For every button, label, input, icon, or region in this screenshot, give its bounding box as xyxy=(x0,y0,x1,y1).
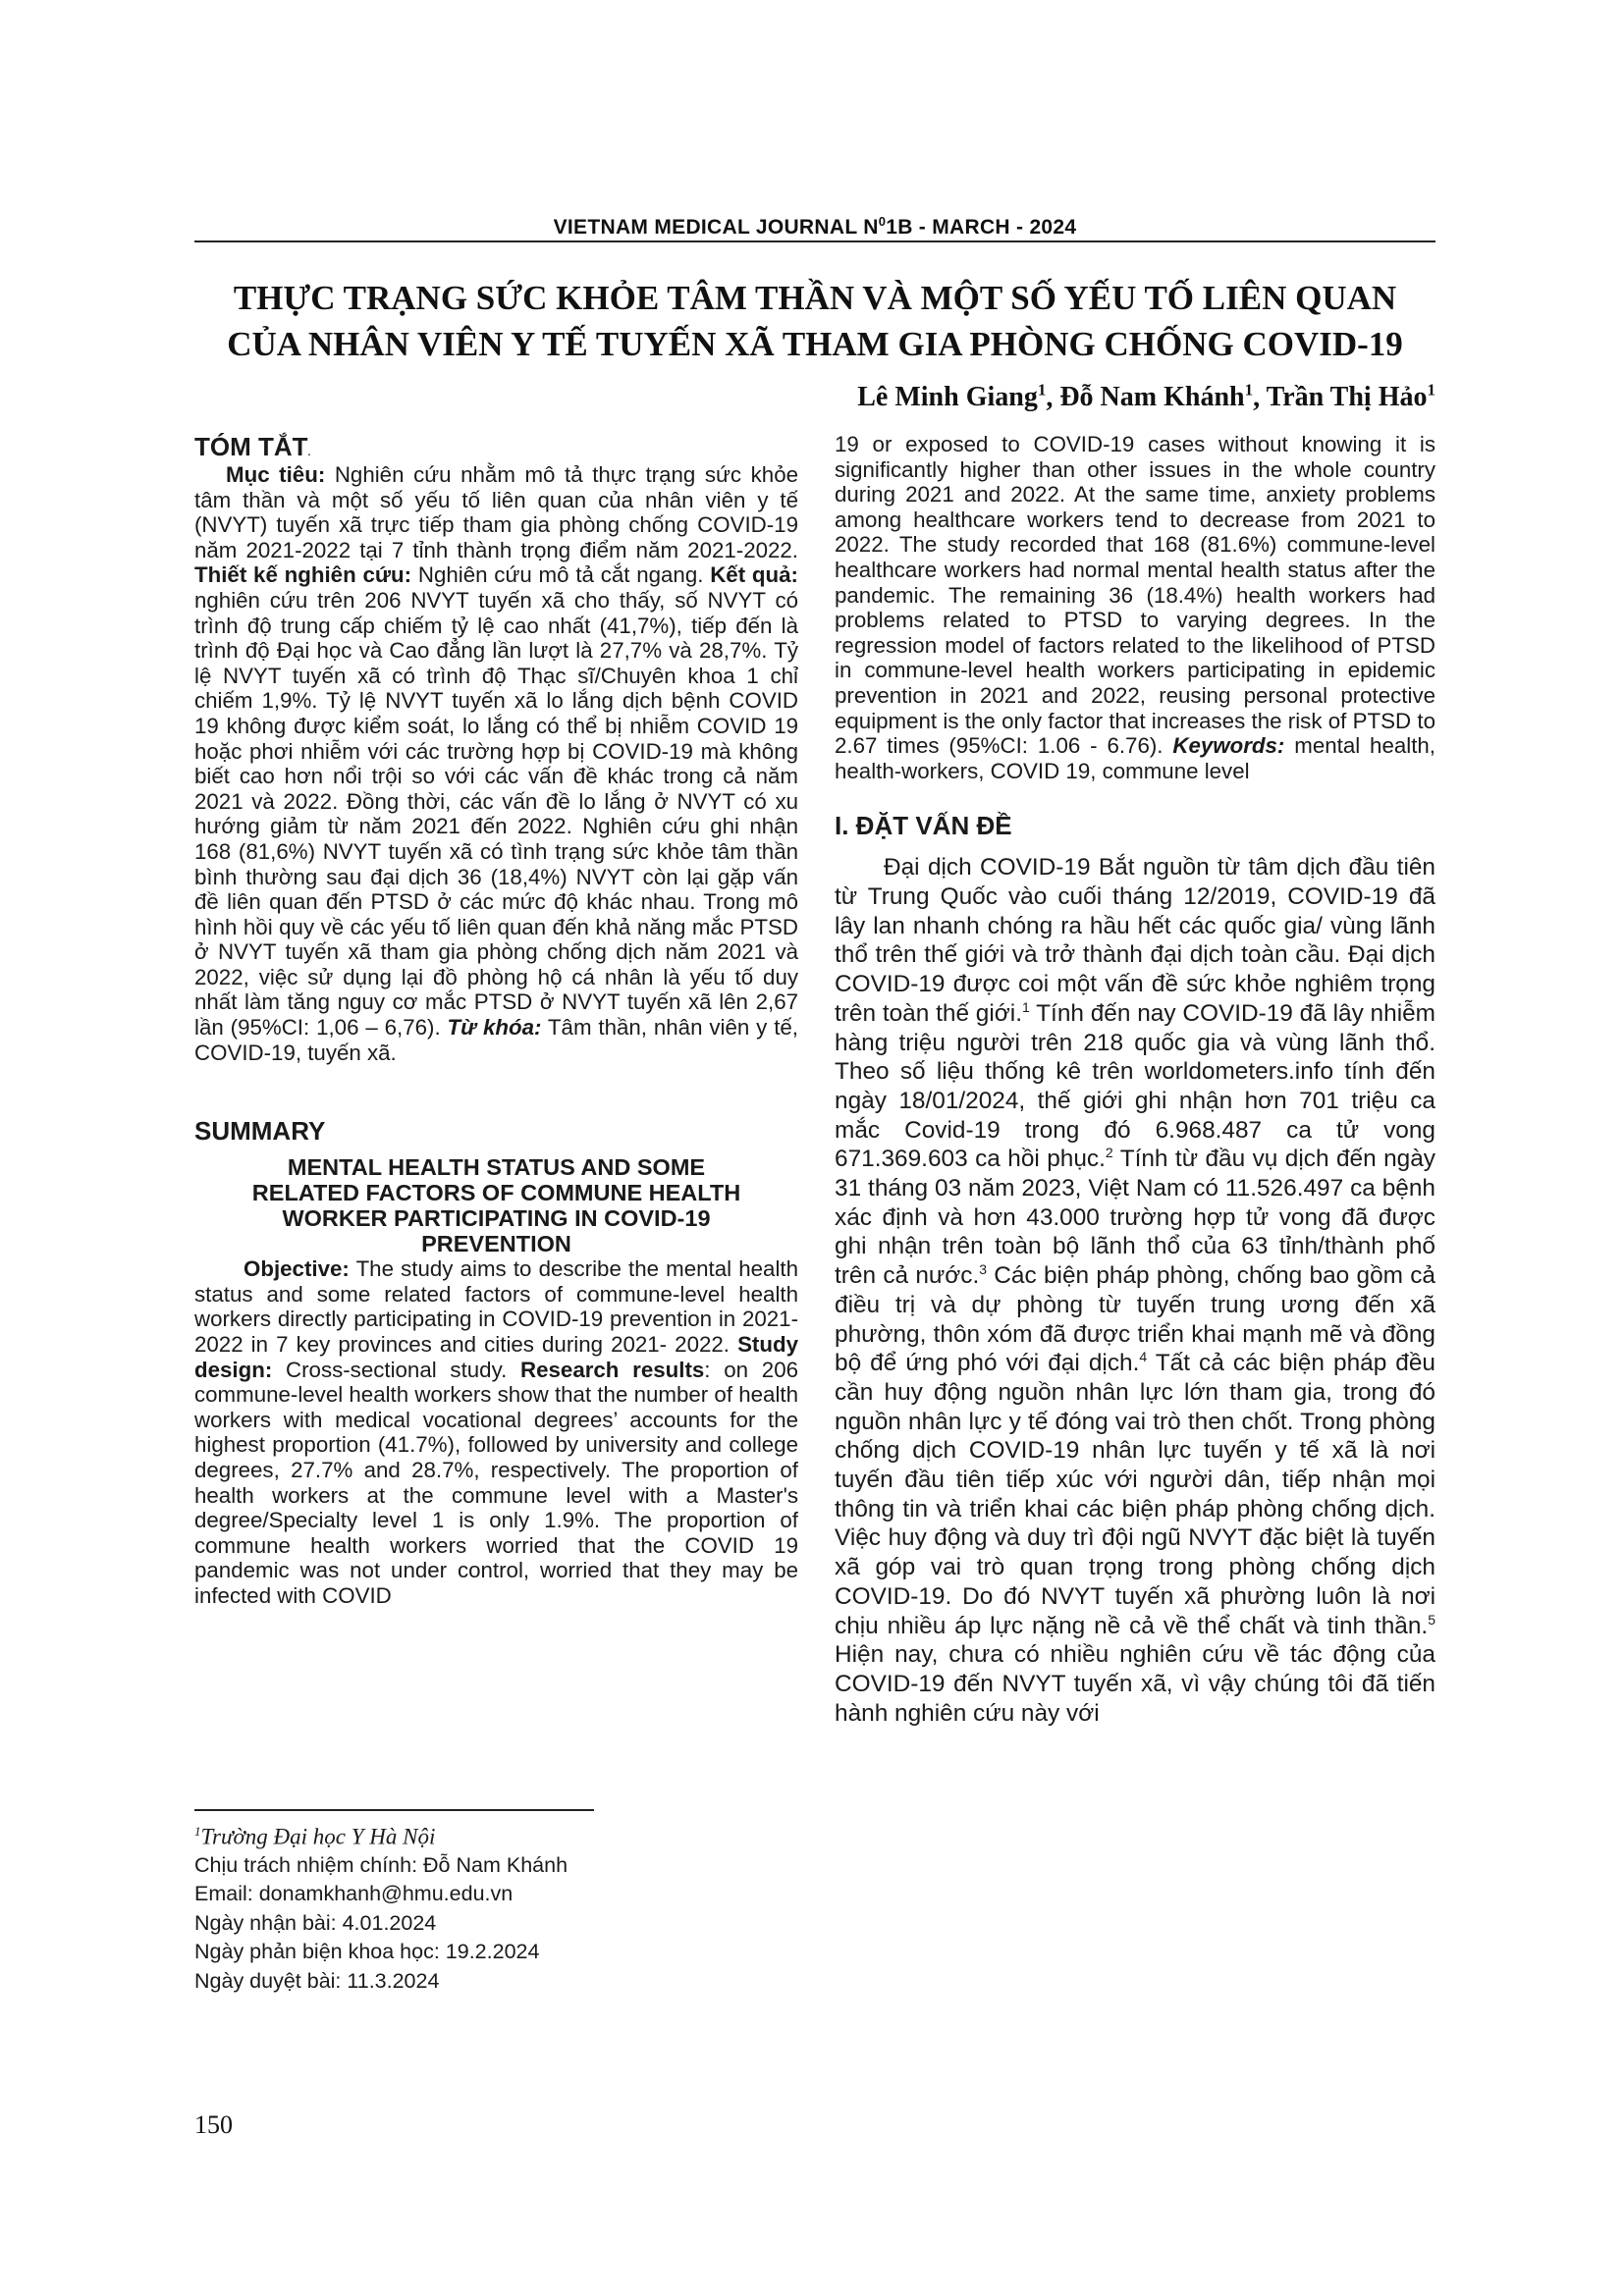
abstract-paragraph: Mục tiêu: Nghiên cứu nhằm mô tả thực trạng sức khỏe tâm thần và một số yếu tố liên quan của nhân viên y tế (NVYT) tuyến xã trực tiếp tham gia phòng chống COVID-19 năm 2021-2022 tại 7 tỉnh thành trọng điểm năm 2021-2022. Thiết kế nghiên cứu: Nghiên cứu mô tả cắt ngang. Kết quả: nghiên cứu trên 206 NVYT tuyến xã cho thấy, số NVYT có trình độ trung cấp chiếm tỷ lệ cao nhất (41,7%), tiếp đến là trình độ Đại học và Cao đẳng lần lượt là 27,7% và 28,7%. Tỷ lệ NVYT tuyến xã có trình độ Thạc sĩ/Chuyên khoa 1 chỉ chiếm 1,9%. Tỷ lệ NVYT tuyến xã lo lắng dịch bệnh COVID 19 không được kiểm soát, lo lắng có thể bị nhiễm COVID 19 hoặc phơi nhiễm với các trường hợp bị COVID-19 mà không biết cao hơn nổi trội so với các vấn đề khác trong cả năm 2021 và 2022. Đồng thời, các vấn đề lo lắng ở NVYT có xu hướng giảm từ năm 2021 đến 2022. Nghiên cứu ghi nhận 168 (81,6%) NVYT tuyến xã có tình trạng sức khỏe tâm thần bình thường sau đại dịch 36 (18,4%) NVYT còn lại gặp vấn đề liên quan đến PTSD ở các mức độ khác nhau. Trong mô hình hồi quy về các yếu tố liên quan đến khả năng mắc PTSD ở NVYT tuyến xã tham gia phòng chống dịch năm 2021 và 2022, việc sử dụng lại đồ phòng hộ cá nhân là yếu tố duy nhất làm tăng nguy cơ mắc PTSD ở NVYT tuyến xã lên 2,67 lần (95%CI: 1,06 – 6,76). Từ khóa: Tâm thần, nhân viên y tế, COVID-19, tuyến xã. xyxy=(194,462,799,1065)
abstract-heading: TÓM TẮT. xyxy=(194,432,311,461)
running-header: VIETNAM MEDICAL JOURNAL $N^01B$ - MARCH - 2024 xyxy=(553,214,1077,239)
author-3: Trần Thị Hảo$^1$ xyxy=(1266,381,1435,413)
author-list: Lê Minh Giang$^1$, Đỗ Nam Khánh$^1$, Trần Thị Hảo$^1$ xyxy=(857,381,1435,413)
abstract-vietnamese xyxy=(194,462,798,1065)
right-column xyxy=(835,432,1435,1728)
summary-english-title: MENTAL HEALTH STATUS AND SOME RELATED FACTORS OF COMMUNE HEALTH WORKER PARTICIPATING IN COVID-19 PREVENTION xyxy=(251,1154,741,1257)
left-column xyxy=(194,432,798,1609)
footnote-rule xyxy=(194,1809,594,1811)
author-2: Đỗ Nam Khánh$^1$ xyxy=(1059,381,1254,413)
summary-paragraph: Objective: The study aims to describe the mental health status and some related factors of commune-level health workers directly participating in COVID-19 prevention in 2021-2022 in 7 key provinces and cities during 2021- 2022. Study design: Cross-sectional study. Research results: on 206 commune-level health workers show that the number of health workers with medical vocational degrees’ accounts for the highest proportion (41.7%), followed by university and college degrees, 27.7% and 28.7%, respectively. The proportion of health workers at the commune level with a Master's degree/Specialty level 1 is only 1.9%. The proportion of commune health workers worried that the COVID 19 pandemic was not under control, worried that they may be infected with COVID xyxy=(194,1256,798,1608)
summary-continued xyxy=(835,432,1435,783)
introduction-paragraph: Đại dịch COVID-19 Bắt nguồn từ tâm dịch đầu tiên từ Trung Quốc vào cuối tháng 12/2019, COVID-19 đã lây lan nhanh chóng ra hầu hết các quốc gia/ vùng lãnh thổ trên thế giới và trở thành đại dịch toàn cầu. Đại dịch COVID-19 được coi một vấn đề sức khỏe nghiêm trọng trên toàn thế giới.$^1$ Tính đến nay COVID-19 đã lây nhiễm hàng triệu người trên 218 quốc gia và vùng lãnh thổ. Theo số liệu thống kê trên worldometers.info tính đến ngày 18/01/2024, thế giới ghi nhận hơn 701 triệu ca mắc Covid-19 trong đó 6.968.487 ca tử vong 671.369.603 ca hồi phục.$^2$ Tính từ đầu vụ dịch đến ngày 31 tháng 03 năm 2023, Việt Nam có 11.526.497 ca bệnh xác định và hơn 43.000 trường hợp tử vong đã được ghi nhận trên toàn bộ lãnh thổ của 63 tỉnh/thành phố trên cả nước.$^3$ Các biện pháp phòng, chống bao gồm cả điều trị và dự phòng từ tuyến trung ương đến xã phường, thôn xóm đã được triển khai mạnh mẽ và đồng bộ để ứng phó với đại dịch.$^4$ Tất cả các biện pháp đều cần huy động nguồn nhân lực lớn tham gia, trong đó nguồn nhân lực y tế đóng vai trò then chốt. Trong phòng chống dịch COVID-19 nhân lực tuyến y tế xã là nơi tuyến đầu tiên tiếp xúc với người dân, tiếp nhận mọi thông tin và triển khai các biện pháp phòng chống dịch. Việc huy động và duy trì đội ngũ NVYT đặc biệt là tuyến xã góp vai trò quan trọng trong phòng chống dịch COVID-19. Do đó NVYT tuyến xã phường luôn là nơi chịu nhiều áp lực nặng nề cả về thể chất và tinh thần.$^5$ Hiện nay, chưa có nhiều nghiên cứu về tác động của COVID-19 đến NVYT tuyến xã, vì vậy chúng tôi đã tiến hành nghiên cứu này với xyxy=(835,854,1435,1727)
email: Email: donamkhanh@hmu.edu.vn xyxy=(194,1882,514,1906)
summary-body xyxy=(194,1256,798,1608)
author-1: Lê Minh Giang$^1$ xyxy=(857,381,1047,413)
section-heading-introduction: I. ĐẶT VẤN ĐỀ xyxy=(835,811,1012,841)
summary-heading: SUMMARY xyxy=(194,1116,326,1147)
title-line-1: THỰC TRẠNG SỨC KHỎE TÂM THẦN VÀ MỘT SỐ YẾU TỐ LIÊN QUAN xyxy=(233,279,1397,317)
footnotes xyxy=(194,1817,798,1996)
header-rule xyxy=(194,240,1435,242)
article-title xyxy=(194,275,1435,367)
date-reviewed: Ngày phản biện khoa học: 19.2.2024 xyxy=(194,1940,540,1964)
affiliation: $^1$Trường Đại học Y Hà Nội xyxy=(194,1824,436,1849)
date-accepted: Ngày duyệt bài: 11.3.2024 xyxy=(194,1968,440,1993)
date-received: Ngày nhận bài: 4.01.2024 xyxy=(194,1910,437,1935)
page-number: 150 xyxy=(194,2110,233,2139)
summary-paragraph-continued: 19 or exposed to COVID-19 cases without knowing it is significantly higher than other issues in the whole country during 2021 and 2022. At the same time, anxiety problems among healthcare workers tend to decrease from 2021 to 2022. The study recorded that 168 (81.6%) commune-level healthcare workers had normal mental health status after the pandemic. The remaining 36 (18.4%) health workers had problems related to PTSD to varying degrees. In the regression model of factors related to the likelihood of PTSD in commune-level health workers participating in epidemic prevention in 2021 and 2022, reusing personal protective equipment is the only factor that increases the risk of PTSD to 2.67 times (95%CI: 1.06 - 6.76). Keywords: mental health, health-workers, COVID 19, commune level xyxy=(835,432,1435,783)
title-line-2: CỦA NHÂN VIÊN Y TẾ TUYẾN XÃ THAM GIA PHÒNG CHỐNG COVID-19 xyxy=(227,325,1403,363)
introduction-body xyxy=(835,853,1435,1728)
corresponding-author: Chịu trách nhiệm chính: Đỗ Nam Khánh xyxy=(194,1853,568,1878)
